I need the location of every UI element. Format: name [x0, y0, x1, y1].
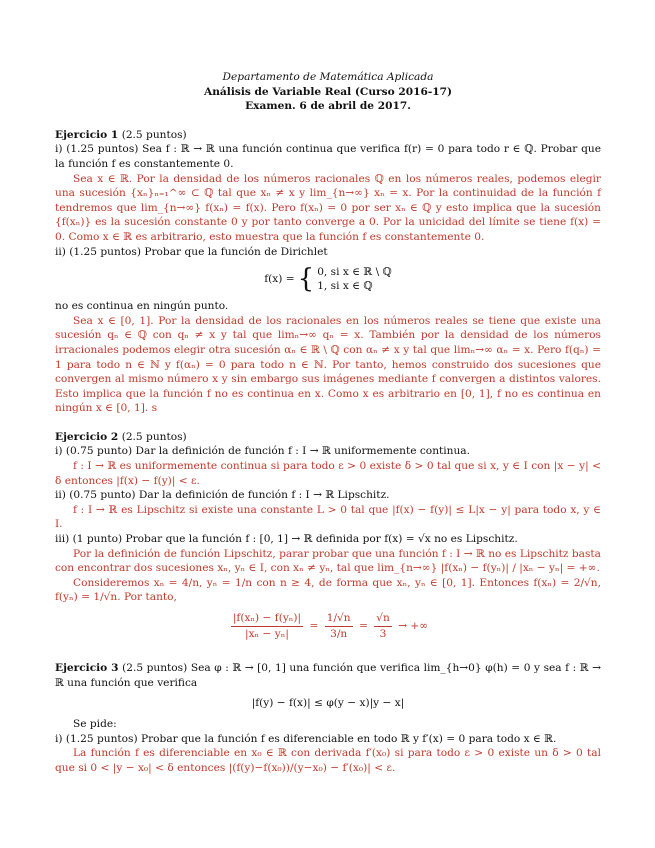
fraction-2: $\frac{1/√n}{3/n}$	[326, 612, 351, 640]
exercise-1-part-ii: ii) (1.25 puntos) Probar que la función de Dirichlet	[55, 245, 328, 258]
exercise-1-points: (2.5 puntos)	[121, 128, 187, 141]
exam-date: Examen. 6 de abril de 2017.	[245, 100, 411, 113]
exercise-3-inequality: |f(y) − f(x)| ≤ φ(y − x)|y − x|	[251, 697, 405, 710]
brace-symbol: {	[297, 264, 315, 295]
exercise-2-part-iii: iii) (1 punto) Probar que la función f : [0, 1] → ℝ definida por f(x) = √x no es Lipschitz.	[55, 533, 518, 546]
dirichlet-case-irrational: 0, si x ∈ ℝ \ ℚ	[317, 266, 392, 279]
dirichlet-lhs: f(x) =	[264, 272, 295, 285]
exercise-3-solution-i: La función f es diferenciable en x₀ ∈ ℝ con derivada f′(x₀) si para todo ε > 0 existe un δ > 0 tal que si 0 < |y − x₀| < δ entonces |(f(y)−f(x₀))/(y−x₀) − f′(x₀)| < ε.	[55, 747, 601, 774]
limit-result: → +∞	[398, 620, 429, 633]
exercise-3-se-pide: Se pide:	[73, 717, 117, 730]
exercise-2-part-ii: ii) (0.75 punto) Dar la definición de función f : I → ℝ Lipschitz.	[55, 489, 390, 502]
exercise-2-solution-iii-b: Consideremos xₙ = 4/n, yₙ = 1/n con n ≥ 4, de forma que xₙ, yₙ ∈ [0, 1]. Entonces f(xₙ) = 2/√n, f(yₙ) = 1/√n. Por tanto,	[55, 576, 601, 604]
department: Departamento de Matemática Aplicada	[222, 71, 434, 83]
exercise-1-solution-ii: Sea x ∈ [0, 1]. Por la densidad de los racionales en los números reales se tiene que existe una sucesión qₙ ∈ ℚ con qₙ ≠ x y tal que limₙ→∞ qₙ = x. También por la densidad de los números irracionales podemos elegir otra sucesión αₙ ∈ ℝ \ ℚ con αₙ ≠ x y tal que limₙ→∞ αₙ = x. Pero f(qₙ) = 1 para todo n ∈ ℕ y f(αₙ) = 0 para todo n ∈ ℕ. Por tanto, hemos construido dos sucesiones que convergen al mismo número x y sin embargo sus imágenes mediante f convergen a distintos valores. Esto implica que la función f no es continua en x. Como x es arbitrario en [0, 1], f no es continua en ningún x ∈ [0, 1]. s	[55, 314, 601, 415]
exercise-1-heading	[55, 128, 601, 143]
exercise-1-part-i: i) (1.25 puntos) Sea f : ℝ → ℝ una función continua que verifica f(r) = 0 para todo r ∈ ℚ. Probar que la función f es constantemente 0.	[55, 143, 601, 170]
exercise-1-part-ii-end: no es continua en ningún punto.	[55, 300, 229, 313]
exam-page	[55, 70, 601, 775]
exercise-3-points: (2.5 puntos)	[122, 662, 188, 675]
exercise-1-title: Ejercicio 1	[55, 128, 119, 141]
exercise-2-title: Ejercicio 2	[55, 430, 119, 443]
dirichlet-case-rational: 1, si x ∈ ℚ	[317, 280, 373, 293]
fraction-1: $\frac{\text{|f(xₙ) − f(yₙ)|}}{\text{|xₙ − yₙ|}}$	[232, 612, 302, 640]
exercise-2-solution-ii: f : I → ℝ es Lipschitz si existe una constante L > 0 tal que |f(x) − f(y)| ≤ L|x − y| para todo x, y ∈ I.	[55, 503, 601, 531]
exercise-3-part-i: i) (1.25 puntos) Probar que la función f es diferenciable en todo ℝ y f′(x) = 0 para todo x ∈ ℝ.	[55, 732, 557, 745]
exercise-1-solution-i: Sea x ∈ ℝ. Por la densidad de los números racionales ℚ en los números reales, podemos elegir una sucesión {xₙ}ₙ₌₁^∞ ⊂ ℚ tal que xₙ ≠ x y lim_{n→∞} xₙ = x. Por la continuidad de la función f tendremos que lim_{n→∞} f(xₙ) = f(x). Pero f(xₙ) = 0 por ser xₙ ∈ ℚ y esto implica que la sucesión {f(xₙ)} es la sucesión constante 0 y por tanto converge a 0. Por la unicidad del límite se tiene f(x) = 0. Como x ∈ ℝ es arbitrario, esto muestra que la función f es constantemente 0.	[55, 172, 601, 243]
exercise-2-heading	[55, 430, 601, 445]
fraction-3: $\frac{√n}{3}$	[376, 612, 390, 640]
dirichlet-function	[55, 265, 601, 293]
exercise-2-part-i: i) (0.75 punto) Dar la definición de función f : I → ℝ uniformemente continua.	[55, 445, 470, 458]
exercise-3-title: Ejercicio 3	[55, 662, 119, 675]
lipschitz-limit-equation: $\frac{\text{|f(xₙ) − f(yₙ)|}}{\text{|xₙ − yₙ|}}$ = $\frac{1/√n}{3/n}$ = $\frac{√n}{3}$ → +∞	[232, 612, 429, 640]
exercise-3-intro: Sea φ : ℝ → [0, 1] una función que verifica lim_{h→0} φ(h) = 0 y sea f : ℝ → ℝ una función que verifica	[55, 662, 602, 689]
exercise-2-solution-iii-a: Por la definición de función Lipschitz, parar probar que una función f : I → ℝ no es Lipschitz basta con encontrar dos sucesiones xₙ, yₙ ∈ I, con xₙ ≠ yₙ, tal que lim_{n→∞} |f(xₙ) − f(yₙ)| / |xₙ − yₙ| = +∞.	[55, 547, 601, 575]
exercise-2-solution-i: f : I → ℝ es uniformemente continua si para todo ε > 0 existe δ > 0 tal que si x, y ∈ I con |x − y| < δ entonces |f(x) − f(y)| < ε.	[55, 460, 601, 487]
course-title: Análisis de Variable Real (Curso 2016-17)	[204, 85, 452, 98]
exercise-3-heading	[55, 661, 601, 690]
exercise-2-points: (2.5 puntos)	[121, 430, 187, 443]
